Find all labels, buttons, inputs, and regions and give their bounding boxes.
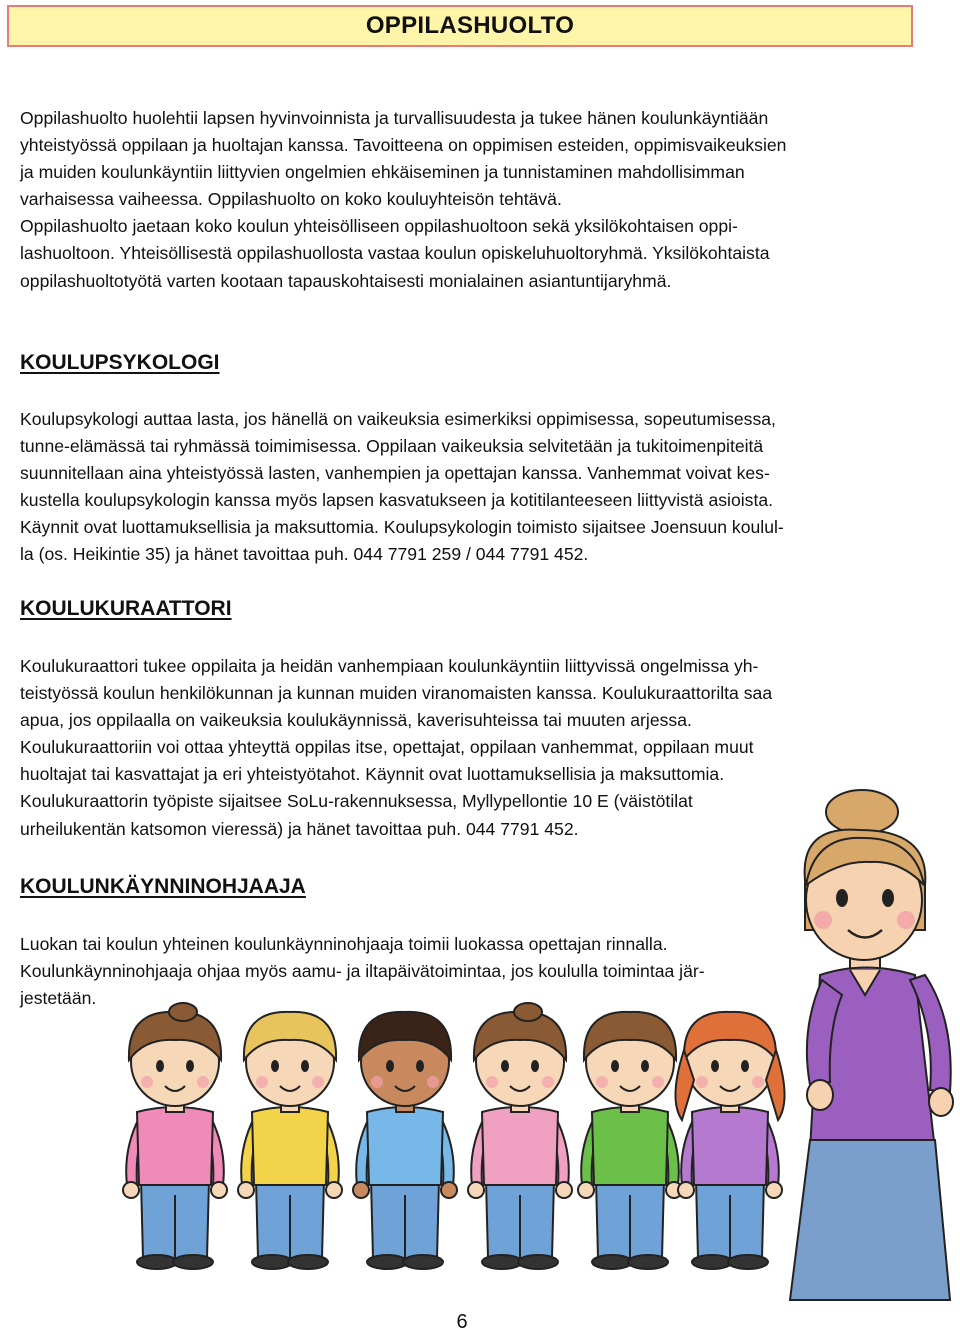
body-line: Käynnit ovat luottamuksellisia ja maksuttomia. Koulupsykologin toimisto sijaitsee Joensuun koulul- [20,517,784,538]
body-line: Luokan tai koulun yhteinen koulunkäynninohjaaja toimii luokassa opettajan rinnalla. [20,934,668,954]
body-line: Koulupsykologi auttaa lasta, jos hänellä on vaikeuksia esimerkiksi oppimisessa, sopeutumisessa, [20,409,776,429]
child-figure [353,1012,457,1269]
body-line: huoltajat tai kasvattajat ja eri yhteistyötahot. Käynnit ovat luottamuksellisia ja maksuttomia. [20,764,725,785]
body-line: suunnitellaan aina yhteistyössä lasten, vanhempien ja opettajan kanssa. Vanhemmat voivat kes- [20,463,770,484]
body-line: teistyössä koulun henkilökunnan ja kunnan muiden viranomaisten kanssa. Koulukuraattorilta saa [20,683,773,704]
body-line: urheilukentän katsomon vieressä) ja hänet tavoittaa puh. 044 7791 452. [20,818,579,839]
children-group [123,1003,785,1269]
child-figure [675,1012,784,1269]
body-line: jestetään. [20,988,97,1009]
intro-line: Oppilashuolto huolehtii lapsen hyvinvoinnista ja turvallisuudesta ja tukee hänen koulunkäyntiään [20,108,769,128]
body-line: Koulukuraattoriin voi ottaa yhteyttä oppilas itse, opettajat, oppilaan vanhemmat, oppilaan muut [20,737,754,758]
child-figure [578,1012,682,1269]
heading-koulupsykologi: KOULUPSYKOLOGI [20,351,220,374]
intro-line: varhaisessa vaiheessa. Oppilashuolto on koko kouluyhteisön tehtävä. [20,189,562,210]
page-number: 6 [456,1311,468,1333]
heading-koulunkaynninohjaaja: KOULUNKÄYNNINOHJAAJA [20,875,306,898]
intro-line: ja muiden koulunkäyntiin liittyvien ongelmien ehkäiseminen ja tunnistaminen mahdollisimman [20,162,745,183]
heading-koulukuraattori: KOULUKURAATTORI [20,597,232,620]
body-line: la (os. Heikintie 35) ja hänet tavoittaa puh. 044 7791 259 / 044 7791 452. [20,544,589,565]
intro-line: yhteistyössä oppilaan ja huoltajan kanssa. Tavoitteena on oppimisen esteiden, oppimisvaikeuksien [20,135,787,156]
body-line: Koulunkäynninohjaaja ohjaa myös aamu- ja iltapäivätoimintaa, jos koululla toimintaa jär- [20,961,705,982]
child-figure [468,1003,572,1269]
body-line: Koulukuraattori tukee oppilaita ja heidän vanhempiaan koulunkäyntiin liittyvissä ongelmissa yh- [20,656,759,676]
body-line: tunne-elämässä tai ryhmässä toimimisessa. Oppilaan vaikeuksia selvitetään ja tukitoimenpiteitä [20,436,764,457]
intro-line: Oppilashuolto jaetaan koko koulun yhteisölliseen oppilashuoltoon sekä yksilökohtaisen oppi- [20,216,738,237]
child-figure [123,1003,227,1269]
body-line: apua, jos oppilaalla on vaikeuksia koulukäynnissä, kaverisuhteissa tai muuten arjessa. [20,710,692,731]
teacher-figure [790,790,953,1300]
body-line: kustella koulupsykologin kanssa myös lapsen kasvatukseen ja kotitilanteeseen liittyvistä asioista. [20,490,774,511]
intro-line: oppilashuoltotyötä varten kootaan tapauskohtaisesti monialainen asiantuntijaryhmä. [20,270,672,291]
child-figure [238,1012,342,1269]
intro-line: lashuoltoon. Yhteisöllisestä oppilashuollosta vastaa koulun opiskeluhuoltoryhmä. Yksilökohtaista [20,243,770,264]
body-line: Koulukuraattorin työpiste sijaitsee SoLu-rakennuksessa, Myllypellontie 10 E (väistötilat [20,791,693,812]
page-title: OPPILASHUOLTO [365,12,575,39]
